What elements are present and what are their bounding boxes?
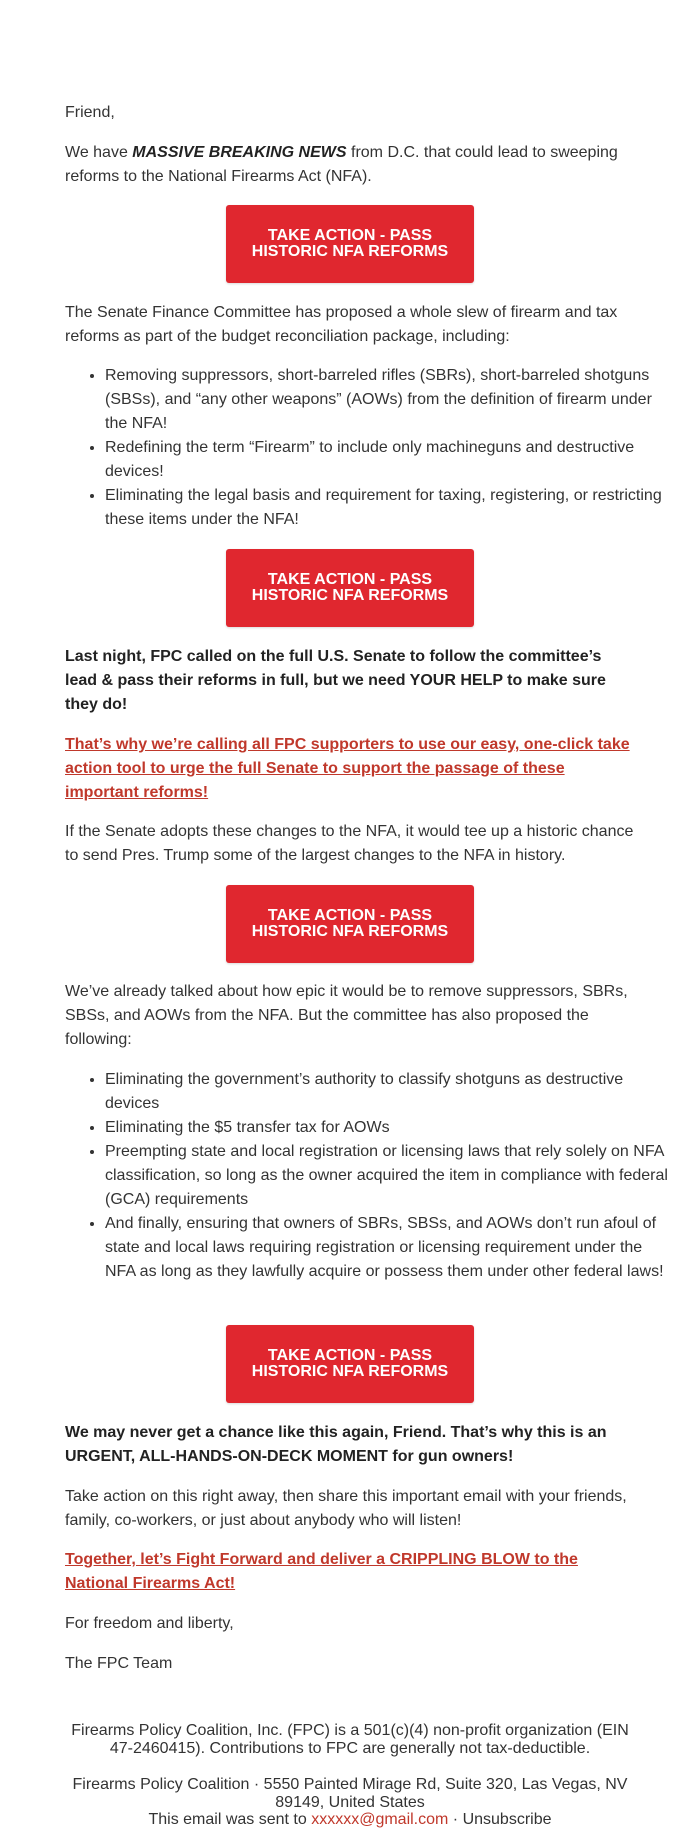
footer-separator: · — [448, 1811, 463, 1828]
footer-address: Firearms Policy Coalition · 5550 Painted Mirage Rd, Suite 320, Las Vegas, NV 89149, United States — [72, 1776, 628, 1811]
take-action-paragraph: Take action on this right away, then share this important email with your friends, family, co-workers, or just about anybody who will listen! — [65, 1488, 627, 1529]
senate-adopts-paragraph: If the Senate adopts these changes to the NFA, it would tee up a historic chance to send Pres. Trump some of the largest changes to the NFA in history. — [65, 823, 634, 864]
take-action-button-label: TAKE ACTION - PASS HISTORIC NFA REFORMS — [251, 907, 449, 940]
already-talked-paragraph: We’ve already talked about how epic it would be to remove suppressors, SBRs, SBSs, and AOWs from the NFA. But the committee has also proposed the following: — [65, 983, 628, 1048]
list-item: • And finally, ensuring that owners of SBRs, SBSs, and AOWs don’t run afoul of state and local laws requiring registration or licensing requirement under the NFA as long as they lawfully acquire or possess them under other federal laws! — [105, 1212, 675, 1284]
take-action-button-3[interactable] — [226, 885, 474, 963]
take-action-button-label: TAKE ACTION - PASS HISTORIC NFA REFORMS — [251, 1347, 449, 1380]
intro-emphasis: MASSIVE BREAKING NEWS — [132, 144, 347, 161]
unsubscribe-link[interactable]: Unsubscribe — [462, 1811, 552, 1828]
take-action-button-1[interactable] — [226, 205, 474, 283]
list-item: • Removing suppressors, short-barreled rifles (SBRs), short-barreled shotguns (SBSs), and “any other weapons” (AOWs) from the definition of firearm under the NFA! — [105, 364, 675, 436]
last-night-paragraph: Last night, FPC called on the full U.S. Senate to follow the committee’s lead & pass their reforms in full, but we need YOUR HELP to make sure they do! — [65, 648, 606, 713]
take-action-link-one[interactable]: That’s why we’re calling all FPC supporters to use our easy, one-click take action tool to urge the full Senate to support the passage of these important reforms! — [65, 736, 630, 801]
signature: The FPC Team — [65, 1655, 173, 1672]
list-item: • Eliminating the legal basis and requirement for taxing, registering, or restricting these items under the NFA! — [105, 484, 675, 532]
recipient-email-link[interactable]: xxxxxx@gmail.com — [311, 1811, 449, 1828]
list-item: • Redefining the term “Firearm” to include only machineguns and destructive devices! — [105, 436, 675, 484]
never-again-paragraph: We may never get a chance like this again, Friend. That’s why this is an URGENT, ALL-HANDS-ON-DECK MOMENT for gun owners! — [65, 1424, 607, 1465]
intro-post: from D.C. that could lead to sweeping reforms to the National Firearms Act (NFA). — [65, 144, 618, 185]
intro-pre: We have — [65, 144, 133, 161]
take-action-button-2[interactable] — [226, 549, 474, 627]
senate-finance-paragraph: The Senate Finance Committee has proposed a whole slew of firearm and tax reforms as part of the budget reconciliation package, including: — [65, 304, 618, 345]
fight-forward-link[interactable]: Together, let’s Fight Forward and deliver a CRIPPLING BLOW to the National Firearms Act! — [65, 1551, 578, 1592]
list-item: • Eliminating the government’s authority to classify shotguns as destructive devices — [105, 1068, 675, 1116]
list-item: • Preempting state and local registration or licensing laws that rely solely on NFA classification, so long as the owner acquired the item in compliance with federal (GCA) requirements — [105, 1140, 675, 1212]
footer-sent-to — [65, 1811, 635, 1829]
take-action-button-label: TAKE ACTION - PASS HISTORIC NFA REFORMS — [251, 571, 449, 604]
take-action-button-4[interactable] — [226, 1325, 474, 1403]
take-action-button-label: TAKE ACTION - PASS HISTORIC NFA REFORMS — [251, 227, 449, 260]
reforms-list-one — [65, 364, 675, 532]
greeting: Friend, — [65, 104, 115, 121]
signoff: For freedom and liberty, — [65, 1615, 234, 1632]
reforms-list-two — [65, 1068, 675, 1284]
sent-to-label: This email was sent to — [148, 1811, 312, 1828]
footer-org-notice: Firearms Policy Coalition, Inc. (FPC) is a 501(c)(4) non-profit organization (EIN 47-2460415). Contributions to FPC are generally not tax-deductible. — [71, 1722, 629, 1757]
list-item: • Eliminating the $5 transfer tax for AOWs — [105, 1116, 675, 1140]
intro-paragraph — [65, 141, 635, 189]
